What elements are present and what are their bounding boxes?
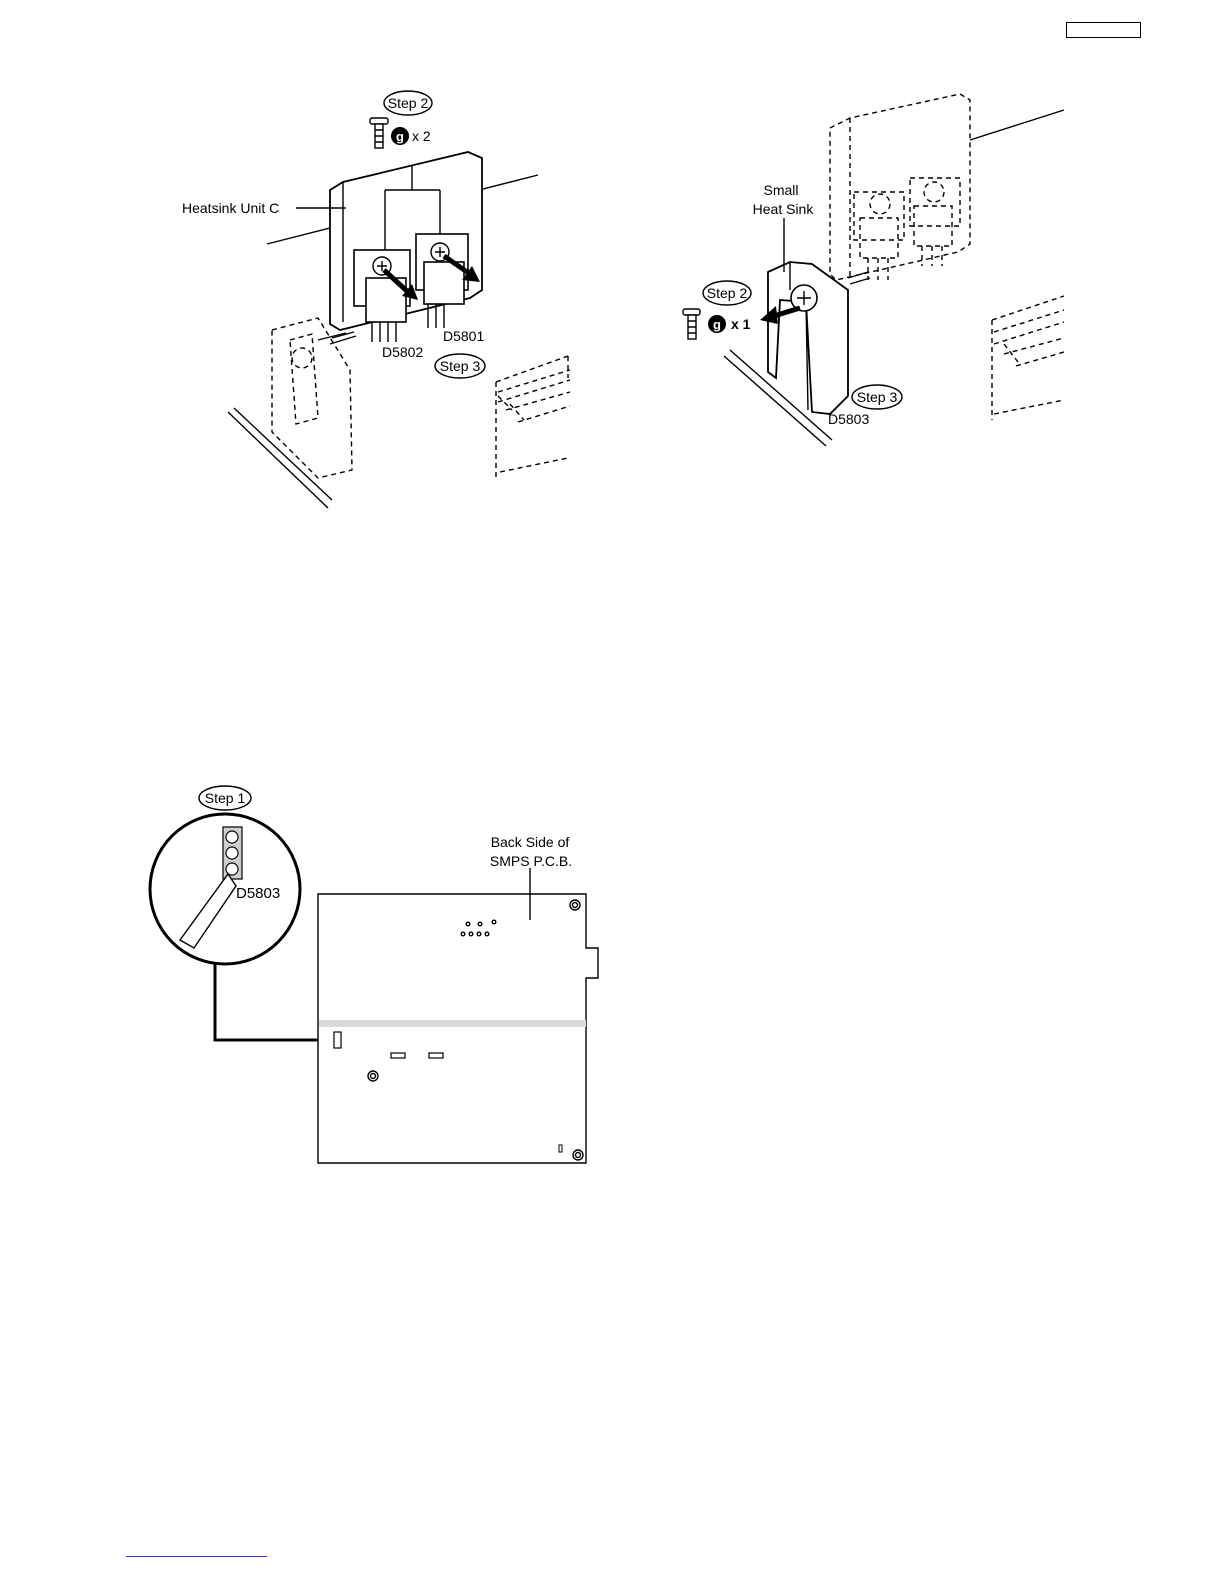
step-2-label: Step 2 [387, 95, 429, 111]
heatsink-unit-c-label: Heatsink Unit C [182, 200, 280, 216]
transistor-d5801 [416, 234, 468, 328]
magnifier-connector-line [215, 963, 333, 1040]
pcb-grey-strip [319, 1020, 586, 1027]
screw-type-g-glyph-right: g [713, 317, 721, 332]
magnified-pad-1 [226, 831, 238, 843]
step-1-label: Step 1 [204, 790, 246, 806]
chassis-top-line-right [970, 110, 1064, 140]
d5803-label-top: D5803 [828, 411, 870, 427]
step-2-label-right: Step 2 [706, 285, 748, 301]
screw-count: x 2 [412, 128, 431, 144]
dashed-transistor-1 [854, 192, 904, 280]
step-3-label-right: Step 3 [856, 389, 898, 405]
pcb-component-c [559, 1145, 562, 1152]
smps-pcb-label: SMPS P.C.B. [489, 853, 573, 869]
heat-sink-label: Heat Sink [752, 201, 814, 217]
smps-pcb-outline [318, 894, 598, 1163]
dashed-block-right [992, 296, 1064, 420]
small-label: Small [763, 182, 799, 198]
transistor-d5802 [354, 250, 410, 342]
small-heat-sink-pin [848, 272, 870, 284]
pcb-component-b [429, 1053, 443, 1058]
dashed-stand-hole [292, 348, 312, 368]
pcb-component-a [391, 1053, 405, 1058]
chassis-bottom-line-a [228, 412, 328, 508]
step-3-label: Step 3 [439, 358, 481, 374]
d5801-label: D5801 [443, 328, 485, 344]
dashed-back-panel [830, 94, 970, 280]
figure-smps-pcb [150, 786, 598, 1163]
magnified-pad-2 [226, 847, 238, 859]
stand-pin [318, 333, 346, 340]
screw-icon-right [683, 309, 700, 339]
d5803-label-bottom: D5803 [236, 885, 281, 902]
transistor-d5802-leads [372, 322, 396, 342]
screw-icon [370, 118, 388, 148]
d5802-label: D5802 [382, 344, 424, 360]
back-side-of-label: Back Side of [490, 834, 570, 850]
screw-count-right: x 1 [731, 316, 751, 332]
pcb-d5803-location [334, 1032, 341, 1048]
figure-heatsink-unit-c [182, 91, 570, 508]
screw-type-g-glyph: g [396, 129, 404, 144]
figure-small-heat-sink [683, 94, 1064, 446]
chassis-bottom-line-b [234, 408, 332, 500]
dashed-pcb-block [496, 356, 570, 480]
footer-link-underline[interactable] [126, 1556, 267, 1557]
